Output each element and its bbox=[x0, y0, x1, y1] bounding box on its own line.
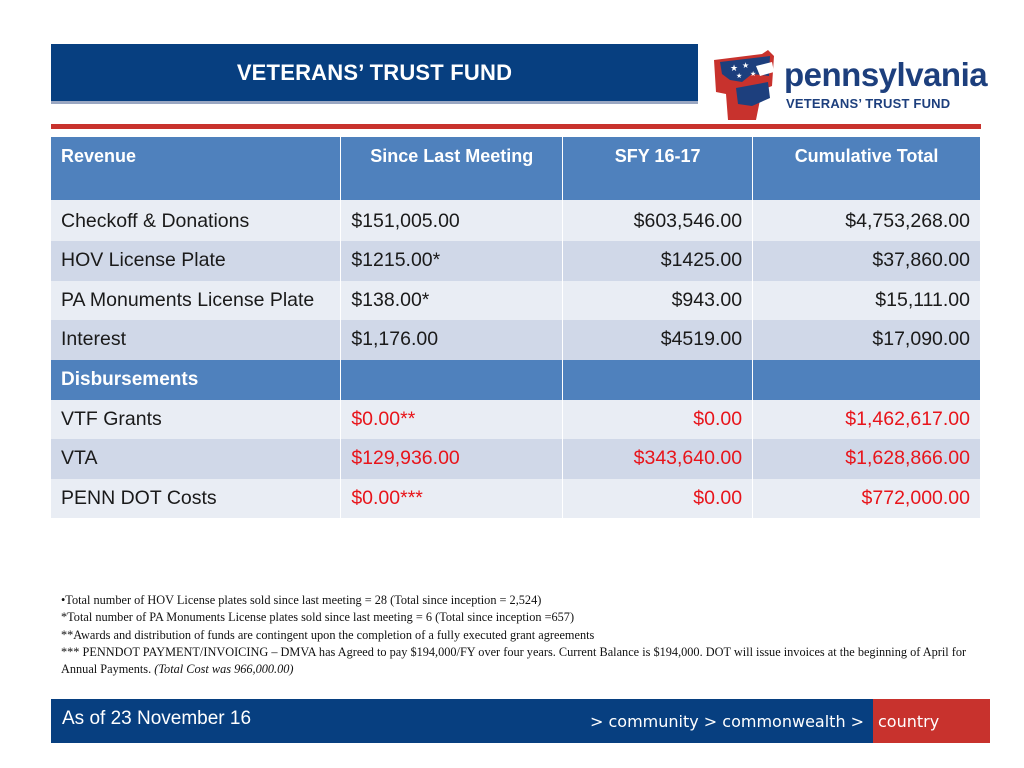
row-sfy: $0.00 bbox=[563, 400, 753, 440]
svg-text:★: ★ bbox=[742, 61, 750, 70]
footnote-hov: •Total number of HOV License plates sold since last meeting = 28 (Total since inception = 2,524) bbox=[61, 593, 542, 607]
title-bar bbox=[51, 44, 698, 104]
footnote-monuments: *Total number of PA Monuments License plates sold since last meeting = 6 (Total since inception =657) bbox=[61, 610, 575, 625]
row-sfy: $1425.00 bbox=[563, 241, 753, 281]
table-row bbox=[51, 241, 981, 281]
section-header-disbursements bbox=[51, 360, 981, 400]
row-label: Interest bbox=[51, 320, 341, 360]
header-cumulative-total: Cumulative Total bbox=[753, 137, 981, 200]
row-total: $1,628,866.00 bbox=[753, 439, 981, 479]
header-sfy: SFY 16-17 bbox=[563, 137, 753, 200]
table-row bbox=[51, 281, 981, 321]
row-total: $37,860.00 bbox=[753, 241, 981, 281]
section-label: Disbursements bbox=[51, 360, 341, 400]
row-total: $1,462,617.00 bbox=[753, 400, 981, 440]
page-title: VETERANS’ TRUST FUND bbox=[236, 59, 513, 85]
svg-text:★: ★ bbox=[750, 70, 757, 78]
table-row bbox=[51, 479, 981, 519]
row-since: $1215.00* bbox=[341, 241, 563, 281]
row-since: $151,005.00 bbox=[341, 200, 563, 241]
table-row bbox=[51, 320, 981, 360]
row-since: $129,936.00 bbox=[341, 439, 563, 479]
logo-subtitle: VETERANS’ TRUST FUND bbox=[786, 96, 951, 111]
row-total: $15,111.00 bbox=[753, 281, 981, 321]
table-row bbox=[51, 439, 981, 479]
table-header-row bbox=[51, 137, 981, 200]
row-total: $17,090.00 bbox=[753, 320, 981, 360]
footer-tagline-end: country bbox=[878, 712, 940, 731]
row-label: PA Monuments License Plate bbox=[51, 281, 341, 321]
fund-table bbox=[51, 137, 981, 518]
table-row bbox=[51, 200, 981, 241]
row-sfy: $603,546.00 bbox=[563, 200, 753, 241]
row-since: $0.00** bbox=[341, 400, 563, 440]
row-label: VTA bbox=[51, 439, 341, 479]
row-since: $0.00*** bbox=[341, 479, 563, 519]
section-empty-cell bbox=[341, 360, 563, 400]
footer-accent bbox=[873, 699, 990, 743]
header-revenue: Revenue bbox=[51, 137, 341, 200]
svg-text:★: ★ bbox=[730, 64, 739, 74]
footnote-penndot bbox=[61, 644, 991, 679]
row-sfy: $4519.00 bbox=[563, 320, 753, 360]
footnote-grants: **Awards and distribution of funds are contingent upon the completion of a fully executed grant agreements bbox=[61, 627, 595, 642]
pennsylvania-logo bbox=[712, 46, 988, 122]
footnotes bbox=[61, 592, 991, 678]
header-since-last-meeting: Since Last Meeting bbox=[341, 137, 563, 200]
row-sfy: $0.00 bbox=[563, 479, 753, 519]
footnote-penndot-text: *** PENNDOT PAYMENT/INVOICING – DMVA has Agreed to pay $194,000/FY over four years. Current Balance is $194,000. DOT will issue invoices at the beginning of April for Annual Payments. bbox=[61, 644, 967, 677]
row-sfy: $343,640.00 bbox=[563, 439, 753, 479]
row-label: HOV License Plate bbox=[51, 241, 341, 281]
row-total: $772,000.00 bbox=[753, 479, 981, 519]
row-label: PENN DOT Costs bbox=[51, 479, 341, 519]
divider bbox=[51, 124, 981, 129]
row-total: $4,753,268.00 bbox=[753, 200, 981, 241]
footer-date: As of 23 November 16 bbox=[62, 708, 252, 729]
table-row bbox=[51, 400, 981, 440]
footer-tagline: > community > commonwealth > bbox=[590, 712, 865, 731]
row-since: $138.00* bbox=[341, 281, 563, 321]
logo-wordmark: pennsylvania bbox=[784, 56, 988, 93]
keystone-flag-icon bbox=[712, 46, 782, 120]
row-label: Checkoff & Donations bbox=[51, 200, 341, 241]
section-empty-cell bbox=[753, 360, 981, 400]
footnote-total-cost: (Total Cost was 966,000.00) bbox=[154, 662, 294, 677]
svg-text:★: ★ bbox=[736, 72, 743, 80]
row-sfy: $943.00 bbox=[563, 281, 753, 321]
footer-bar bbox=[51, 699, 990, 743]
section-empty-cell bbox=[563, 360, 753, 400]
row-since: $1,176.00 bbox=[341, 320, 563, 360]
row-label: VTF Grants bbox=[51, 400, 341, 440]
